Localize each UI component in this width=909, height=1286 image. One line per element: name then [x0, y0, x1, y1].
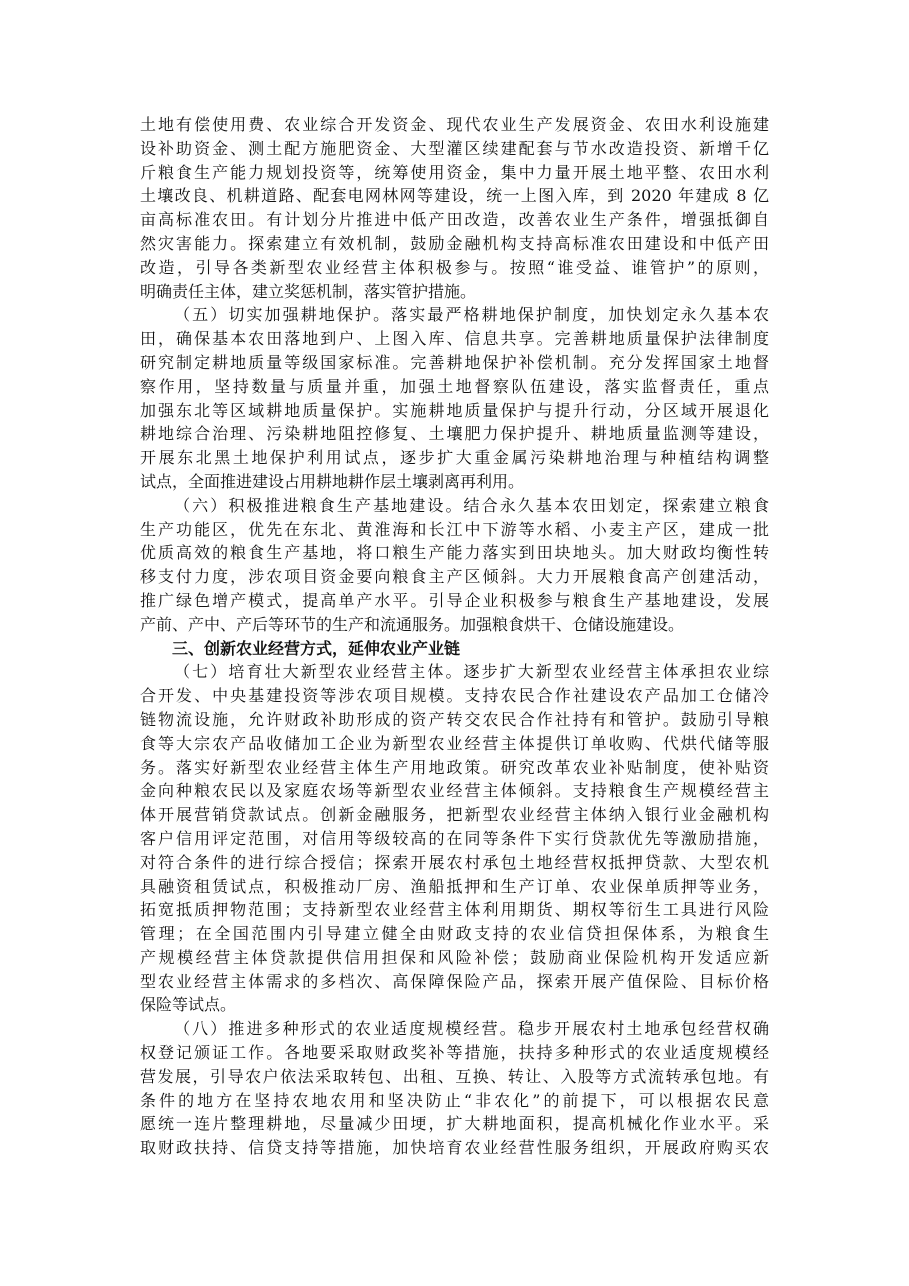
paragraph-5	[140, 303, 769, 493]
text-line: 管理；在全国范围内引导建立健全由财政支持的农业信贷担保体系，为粮食生	[140, 924, 769, 944]
text-segment: 稳步开展农村土地承包经营权确	[517, 1019, 769, 1039]
text-line	[140, 1017, 769, 1041]
text-line: 客户信用评定范围，对信用等级较高的在同等条件下实行贷款优先等激励措施，	[140, 828, 769, 848]
paragraph-8-title: （八）推进多种形式的农业适度规模经营。	[172, 1019, 518, 1039]
text-line: 土地有偿使用费、农业综合开发资金、现代农业生产发展资金、农田水利设施建	[140, 115, 769, 134]
text-line: 土壤改良、机耕道路、配套电网林网等建设，统一上图入库，到 2020 年建成 8 亿	[140, 186, 769, 206]
text-line: 具融资租赁试点，积极推动厂房、渔船抵押和生产订单、农业保单质押等业务，	[140, 876, 769, 896]
text-line: 链物流设施，允许财政补助形成的资产转交农民合作社持有和管护。鼓励引导粮	[140, 709, 769, 729]
text-line: 亩高标准农田。有计划分片推进中低产田改造，改善农业生产条件，增强抵御自	[140, 210, 769, 230]
text-line: 拓宽抵质押物范围；支持新型农业经营主体利用期货、期权等衍生工具进行风险	[140, 900, 769, 920]
text-line	[140, 660, 769, 684]
text-line: 耕地综合治理、污染耕地阻控修复、土壤肥力保护提升、耕地质量监测等建设，	[140, 424, 769, 444]
text-line: 营发展，引导农户依法采取转包、出租、互换、转让、入股等方式流转承包地。有	[140, 1066, 769, 1086]
text-line: 田，确保基本农田落地到户、上图入库、信息共享。完善耕地质量保护法律制度	[140, 329, 769, 349]
text-segment: 逐步扩大新型农业经营主体承担农业综	[463, 662, 769, 682]
text-line: 推广绿色增产模式，提高单产水平。引导企业积极参与粮食生产基地建设，发展	[140, 590, 769, 610]
text-line: 加强东北等区域耕地质量保护。实施耕地质量保护与提升行动，分区域开展退化	[140, 400, 769, 420]
text-line: 权登记颁证工作。各地要采取财政奖补等措施，扶持多种形式的农业适度规模经	[140, 1043, 769, 1063]
text-line: 产规模经营主体贷款提供信用担保和风险补偿；鼓励商业保险机构开发适应新	[140, 947, 769, 967]
text-line: 明确责任主体，建立奖惩机制，落实管护措施。	[140, 281, 477, 301]
text-line: 型农业经营主体需求的多档次、高保障保险产品，探索开展产值保险、目标价格	[140, 971, 769, 991]
text-segment: 落实最严格耕地保护制度，加快划定永久基本农	[391, 305, 769, 325]
text-line: 金向种粮农民以及家庭农场等新型农业经营主体倾斜。支持粮食生产规模经营主	[140, 781, 769, 801]
text-line: 试点，全面推进建设占用耕地耕作层土壤剥离再利用。	[140, 471, 525, 491]
text-line: 产前、产中、产后等环节的生产和流通服务。加强粮食烘干、仓储设施建设。	[140, 614, 685, 634]
text-line	[140, 303, 769, 327]
paragraph-land-improvement	[140, 113, 769, 303]
paragraph-6	[140, 494, 769, 637]
section-heading: 三、创新农业经营方式，延伸农业产业链	[172, 638, 461, 658]
paragraph-7-title: （七）培育壮大新型农业经营主体。	[172, 662, 464, 682]
paragraph-6-title: （六）积极推进粮食生产基地建设。	[172, 495, 464, 515]
text-line: 察作用，坚持数量与质量并重，加强土地督察队伍建设，落实监督责任，重点	[140, 376, 769, 396]
paragraph-7	[140, 660, 769, 1017]
text-line: 条件的地方在坚持农地农用和坚决防止“非农化”的前提下，可以根据农民意	[140, 1090, 769, 1110]
text-line: 对符合条件的进行综合授信；探索开展农村承包土地经营权抵押贷款、大型农机	[140, 852, 769, 872]
text-line: 保险等试点。	[140, 995, 237, 1015]
text-line: 移支付力度，涉农项目资金要向粮食主产区倾斜。大力开展粮食高产创建活动，	[140, 567, 769, 587]
text-line: 体开展营销贷款试点。创新金融服务，把新型农业经营主体纳入银行业金融机构	[140, 805, 769, 825]
text-line: 食等大宗农产品收储加工企业为新型农业经营主体提供订单收购、代烘代储等服	[140, 733, 769, 753]
text-line: 合开发、中央基建投资等涉农项目规模。支持农民合作社建设农产品加工仓储冷	[140, 686, 769, 706]
paragraph-5-title: （五）切实加强耕地保护。	[172, 305, 392, 325]
text-line: 愿统一连片整理耕地，尽量减少田埂，扩大耕地面积，提高机械化作业水平。采	[140, 1114, 769, 1134]
paragraph-8	[140, 1017, 769, 1160]
text-line: 取财政扶持、信贷支持等措施，加快培育农业经营性服务组织，开展政府购买农	[140, 1138, 769, 1158]
text-line: 斤粮食生产能力规划投资等，统筹使用资金，集中力量开展土地平整、农田水利	[140, 162, 769, 182]
text-line: 务。落实好新型农业经营主体生产用地政策。研究改革农业补贴制度，使补贴资	[140, 757, 769, 777]
text-line: 优质高效的粮食生产基地，将口粮生产能力落实到田块地头。加大财政均衡性转	[140, 543, 769, 563]
text-line: 然灾害能力。探索建立有效机制，鼓励金融机构支持高标准农田建设和中低产田	[140, 233, 769, 253]
text-line: 开展东北黑土地保护利用试点，逐步扩大重金属污染耕地治理与种植结构调整	[140, 448, 769, 468]
text-line: 改造，引导各类新型农业经营主体积极参与。按照“谁受益、谁管护”的原则，	[140, 257, 769, 277]
text-line: 研究制定耕地质量等级国家标准。完善耕地保护补偿机制。充分发挥国家土地督	[140, 352, 769, 372]
text-line: 设补助资金、测土配方施肥资金、大型灌区续建配套与节水改造投资、新增千亿	[140, 138, 769, 158]
text-line	[140, 494, 769, 518]
document-body	[140, 113, 769, 1160]
text-line: 生产功能区，优先在东北、黄淮海和长江中下游等水稻、小麦主产区，建成一批	[140, 519, 769, 539]
text-segment: 结合永久基本农田划定，探索建立粮食	[463, 495, 769, 515]
